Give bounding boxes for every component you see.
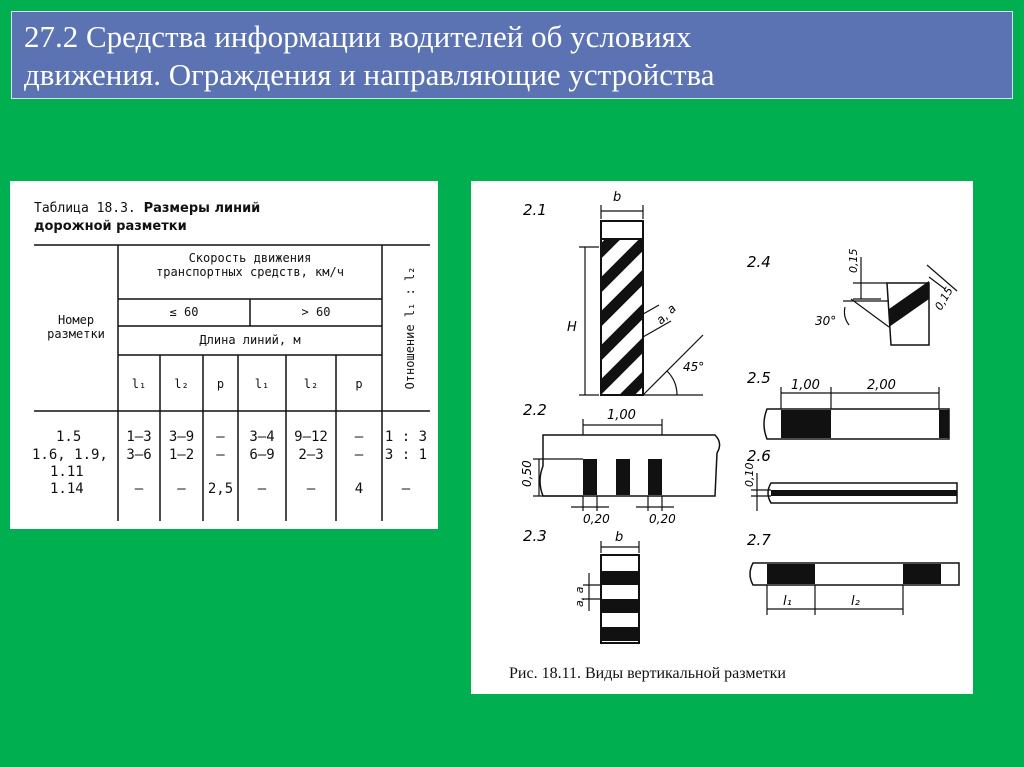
cell: — [177, 481, 186, 497]
header-number: Номер разметки [47, 313, 105, 341]
cell: 3—9 [168, 429, 195, 445]
angle-30: 30° [815, 314, 837, 328]
cell-num: 1.11 [50, 464, 84, 480]
dim-0-10: 0,10 [743, 462, 756, 487]
table-caption-prefix: Таблица 18.3. [34, 201, 136, 216]
header-speed-low: ≤ 60 [169, 305, 199, 319]
cell: 3—6 [126, 447, 152, 463]
sub-p-b: p [355, 377, 363, 391]
cell-num: 1.5 [56, 429, 82, 445]
label-2-4: 2.4 [747, 253, 771, 271]
sub-l1-b: l₁ [254, 377, 270, 391]
angle-45: 45° [683, 360, 705, 374]
cell: 9—12 [294, 429, 328, 445]
dim-1-00: 1,00 [607, 408, 636, 423]
dim-1-00-2-5: 1,00 [791, 378, 820, 393]
table-caption-line2: дорожной разметки [34, 219, 187, 234]
cell: 4 [354, 481, 364, 497]
cell: — [257, 481, 267, 497]
title-line-2: движения. Ограждения и направляющие устройства [24, 57, 715, 92]
dim-b: b [613, 190, 622, 205]
figure-drawing [471, 181, 973, 694]
label-2-6: 2.6 [747, 447, 771, 465]
label-2-7: 2.7 [747, 531, 771, 549]
figure-caption: Рис. 18.11. Виды вертикальной разметки [509, 665, 786, 682]
title-line-1: 27.2 Средства информации водителей об условиях [24, 19, 692, 54]
cell: 3—4 [249, 429, 275, 445]
header-speed-high: > 60 [301, 305, 331, 319]
label-2-3: 2.3 [523, 527, 547, 545]
dim-2-00-2-5: 2,00 [867, 378, 896, 393]
label-2-2: 2.2 [523, 401, 547, 419]
sub-l1-a: l₁ [131, 377, 147, 391]
cell: — [354, 447, 364, 463]
cell: — [354, 429, 364, 445]
cell-num: 1.14 [50, 481, 84, 497]
cell: 1—2 [168, 447, 195, 463]
cell: 2—3 [298, 447, 324, 463]
cell: 2,5 [207, 481, 234, 497]
dim-0-15-left: 0,15 [847, 248, 860, 273]
dim-0-15-right: 0,15 [932, 284, 956, 313]
dim-aa: a, a [653, 301, 679, 328]
header-line-length: Длина линий, м [199, 333, 301, 347]
header-speed: Скорость движения транспортных средств, км/ч [156, 251, 344, 279]
cell-num: 1.6, 1.9, [32, 447, 108, 463]
dim-l1: l₁ [783, 594, 792, 609]
dim-b-2-3: b [615, 530, 624, 545]
dim-H: H [567, 320, 577, 335]
slide-title [11, 11, 1013, 99]
sub-l2-a: l₂ [174, 377, 189, 391]
label-2-1: 2.1 [523, 201, 547, 219]
vertical-marking-figure [471, 181, 973, 694]
table-caption-bold: Размеры линий [143, 201, 261, 216]
dim-0-20-right: 0,20 [649, 512, 676, 526]
cell: 6—9 [249, 447, 275, 463]
cell: 1 : 3 [384, 429, 428, 445]
sub-l2-b: l₂ [303, 377, 319, 391]
markings-table-panel [10, 181, 438, 529]
dim-l2: l₂ [851, 594, 860, 609]
header-ratio: Отношение l₁ : l₂ [403, 266, 417, 390]
dim-0-20-left: 0,20 [583, 512, 610, 526]
label-2-5: 2.5 [747, 369, 771, 387]
cell: 3 : 1 [384, 447, 428, 463]
cell: — [401, 481, 411, 497]
dim-0-50: 0,50 [520, 460, 534, 487]
cell: — [216, 447, 225, 463]
cell: — [306, 481, 316, 497]
cell: — [134, 481, 144, 497]
sub-p-a: p [216, 377, 225, 391]
cell: 1—3 [126, 429, 152, 445]
dim-aa-2-3: a, a [573, 586, 586, 607]
cell: — [216, 429, 225, 445]
